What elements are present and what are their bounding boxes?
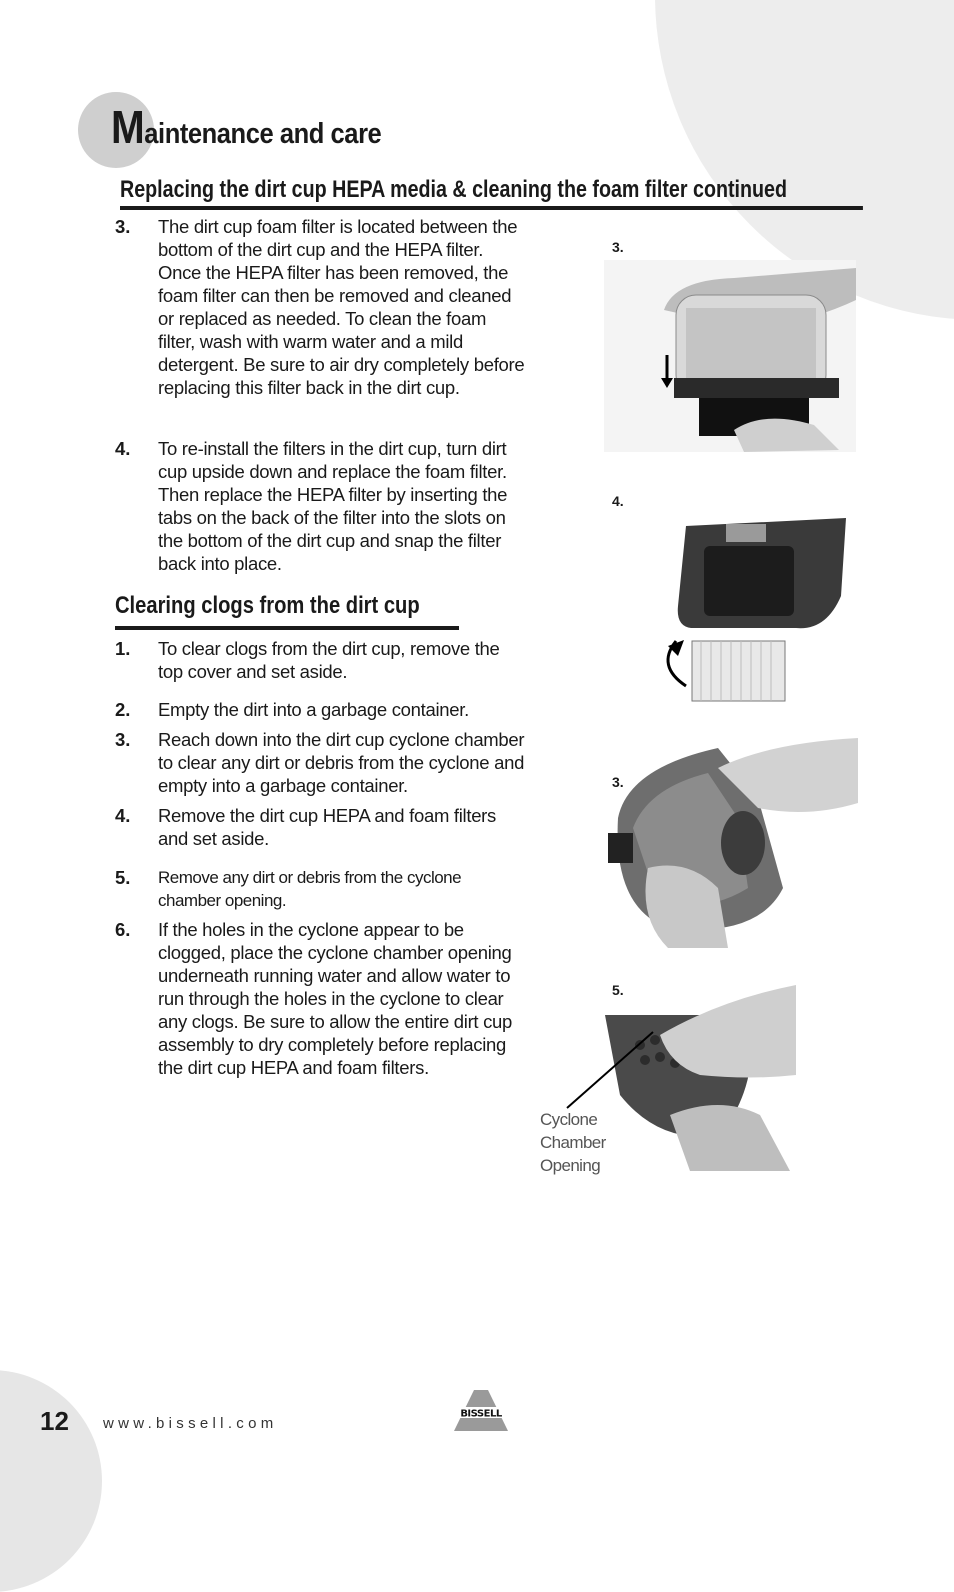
hepa-filter-install-photo (656, 516, 846, 704)
foam-filter-removal-photo (604, 260, 856, 452)
page-number-circle (0, 1370, 102, 1592)
svg-text:BISSELL: BISSELL (460, 1408, 502, 1420)
list-item: 6. If the holes in the cyclone appear to be clogged, place the cyclone chamber opening underneath running water and allow water to run through the holes in the cyclone to clear any clogs. Be sure to allow the entire dirt cup assembly to dry completely before replacing the dirt cup HEPA and foam filters. (115, 919, 513, 1078)
cyclone-chamber-photo (608, 738, 858, 948)
list-item: 2. Empty the dirt into a garbage container. (115, 699, 469, 720)
page-number: 12 (40, 1406, 69, 1436)
list-item: 3. The dirt cup foam filter is located between the bottom of the dirt cup and the HEPA filter. Once the HEPA filter has been removed, the foam filter can then be removed and cleaned or replaced as needed. To clean the foam filter, wash with warm water and a mild detergent. Be sure to air dry completely before replacing this filter back in the dirt cup. (115, 216, 525, 398)
page-title: Maintenance and care (111, 101, 382, 153)
heading-underline (115, 626, 459, 630)
figure-label: 4. (612, 493, 624, 509)
bissell-logo (450, 1387, 512, 1433)
list-item: 1. To clear clogs from the dirt cup, remove the top cover and set aside. (115, 638, 500, 682)
cyclone-chamber-callout: Cyclone Chamber Opening (540, 1110, 606, 1175)
list-item: 4. To re-install the filters in the dirt cup, turn dirt cup upside down and replace the foam filter. Then replace the HEPA filter by inserting the tabs on the back of the filter into the slots on the bottom of the dirt cup and snap the filter back into place. (115, 438, 508, 574)
figure-label: 3. (612, 774, 624, 790)
list-item: 3. Reach down into the dirt cup cyclone chamber to clear any dirt or debris from the cyclone and empty into a garbage container. (115, 729, 525, 796)
section-heading: Replacing the dirt cup HEPA media & cleaning the foam filter continued (120, 176, 863, 210)
figure-label: 5. (612, 982, 624, 998)
callout-leader-line (565, 1030, 655, 1110)
list-item: 4. Remove the dirt cup HEPA and foam filters and set aside. (115, 805, 496, 849)
list-item: 5. Remove any dirt or debris from the cyclone chamber opening. (115, 867, 462, 910)
subsection-heading: Clearing clogs from the dirt cup (115, 592, 420, 619)
website-url: www.bissell.com (103, 1415, 278, 1432)
figure-label: 3. (612, 239, 624, 255)
